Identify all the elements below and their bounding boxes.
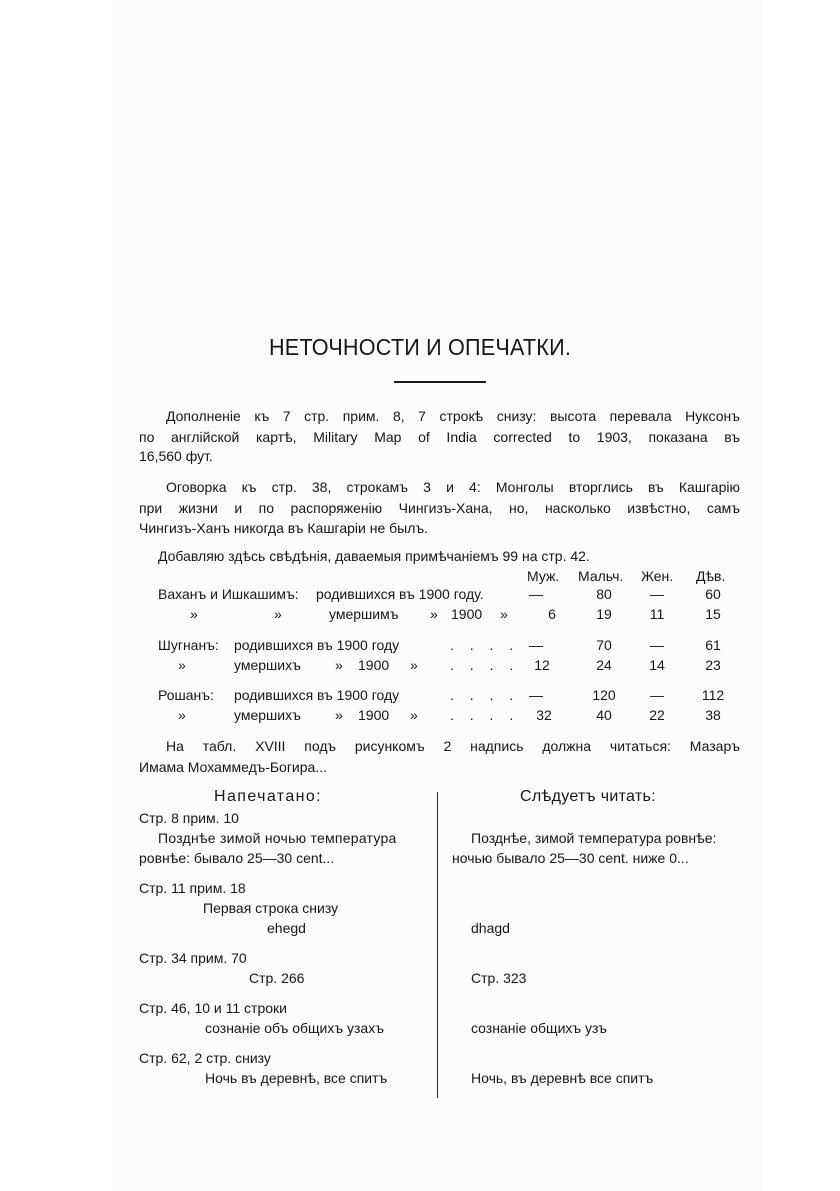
correct-text: Ночь, въ деревнѣ все спитъ <box>471 1070 654 1086</box>
paragraph-line: Чингизъ-Ханъ никогда въ Кашгаріи не былъ. <box>139 520 429 536</box>
ditto-mark: » <box>335 707 343 723</box>
value-cell: — <box>529 637 543 653</box>
printed-column-header: Напечатано: <box>214 788 322 805</box>
dot-leader: . . . . <box>450 687 520 703</box>
printed-text: Стр. 266 <box>249 970 305 986</box>
region-label: Шугнанъ: <box>158 637 219 653</box>
plate-caption-paragraph <box>139 736 740 777</box>
value-cell: 6 <box>548 606 556 622</box>
ditto-mark: » <box>178 707 186 723</box>
born-label: родившихся въ 1900 году <box>234 687 400 703</box>
errata-page-ref: Стр. 46, 10 и 11 строки <box>139 1000 287 1016</box>
died-label: умершихъ <box>234 707 301 723</box>
value-cell: 15 <box>705 606 721 622</box>
title-rule <box>394 381 486 383</box>
value-cell: 80 <box>596 586 612 602</box>
paragraph-line: при жизни и по распоряженію Чингизъ-Хана, но, насколько извѣстно, самъ <box>139 500 740 516</box>
errata-page-ref: Стр. 8 прим. 10 <box>139 810 239 826</box>
page-title: НЕТОЧНОСТИ И ОПЕЧАТКИ. <box>268 334 572 360</box>
value-cell: 70 <box>596 637 612 653</box>
value-cell: — <box>650 687 664 703</box>
printed-text: ehegd <box>267 920 306 936</box>
reservation-paragraph <box>139 477 740 538</box>
value-cell: 19 <box>596 606 612 622</box>
value-cell: 40 <box>596 707 612 723</box>
value-cell: 60 <box>705 586 721 602</box>
printed-text: сознаніе объ общихъ узахъ <box>205 1020 384 1036</box>
header-women: Жен. <box>641 568 674 584</box>
value-cell: — <box>650 586 664 602</box>
died-label: умершимъ <box>329 606 399 622</box>
ditto-mark: » <box>410 707 418 723</box>
correct-text: Стр. 323 <box>471 970 527 986</box>
printed-text: Ночь въ деревнѣ, все спитъ <box>205 1070 388 1086</box>
value-cell: — <box>650 637 664 653</box>
value-cell: 112 <box>701 687 725 703</box>
header-men: Муж. <box>527 568 560 584</box>
dot-leader: . . . . <box>450 637 520 653</box>
value-cell: 14 <box>649 657 665 673</box>
value-cell: — <box>529 687 543 703</box>
value-cell: 120 <box>592 687 616 703</box>
value-cell: 23 <box>705 657 721 673</box>
printed-text: Первая строка снизу <box>203 900 339 916</box>
paragraph-line: 16,560 фут. <box>139 448 213 464</box>
value-cell: 24 <box>596 657 612 673</box>
ditto-mark: » <box>335 657 343 673</box>
ditto-mark: » <box>190 606 198 622</box>
errata-page-ref: Стр. 62, 2 стр. снизу <box>139 1050 271 1066</box>
correct-text: dhagd <box>471 920 510 936</box>
ditto-mark: » <box>178 657 186 673</box>
died-year: 1900 <box>358 707 390 723</box>
region-label: Ваханъ и Ишкашимъ: <box>158 586 299 602</box>
value-cell: 32 <box>536 707 552 723</box>
born-label: родившихся въ 1900 году. <box>316 586 484 602</box>
value-cell: 12 <box>534 657 550 673</box>
paragraph-line: Имама Мохаммедъ-Богира... <box>139 759 327 775</box>
ditto-mark: » <box>410 657 418 673</box>
died-label: умершихъ <box>234 657 301 673</box>
died-year: 1900 <box>451 606 483 622</box>
value-cell: 38 <box>705 707 721 723</box>
errata-page-ref: Стр. 34 прим. 70 <box>139 950 247 966</box>
paragraph-line: На табл. XVIII подъ рисункомъ 2 надпись должна читаться: Мазаръ <box>166 738 740 754</box>
died-year: 1900 <box>358 657 390 673</box>
paragraph-line: Оговорка къ стр. 38, строкамъ 3 и 4: Монголы вторглись въ Кашгарію <box>166 479 740 495</box>
value-cell: 22 <box>649 707 665 723</box>
region-label: Рошанъ: <box>158 687 214 703</box>
dot-leader: . . . . <box>450 707 520 723</box>
errata-page-ref: Стр. 11 прим. 18 <box>139 880 246 896</box>
paragraph-line: по англійской картѣ, Military Map of India corrected to 1903, показана въ <box>139 429 740 445</box>
value-cell: 11 <box>649 606 665 622</box>
correct-text: сознаніе общихъ узъ <box>471 1020 607 1036</box>
value-cell: — <box>529 586 543 602</box>
column-divider <box>437 792 438 1098</box>
dot-leader: . . . . <box>450 657 520 673</box>
ditto-mark: » <box>500 606 508 622</box>
born-label: родившихся въ 1900 году <box>234 637 400 653</box>
value-cell: 61 <box>705 637 721 653</box>
header-boys: Мальч. <box>578 568 624 584</box>
correct-text: Позднѣе, зимой температура ровнѣе: <box>471 830 717 846</box>
correct-text: ночью бывало 25—30 cent. ниже 0... <box>452 850 689 866</box>
read-column-header: Слѣдуетъ читать: <box>520 788 656 805</box>
population-intro: Добавляю здѣсь свѣдѣнія, даваемыя примѣчаніемъ 99 на стр. 42. <box>158 548 590 564</box>
printed-text: Позднѣе зимой ночью температура <box>158 830 397 846</box>
ditto-mark: » <box>430 606 438 622</box>
header-girls: Дѣв. <box>696 568 726 584</box>
printed-text: ровнѣе: бывало 25—30 cent... <box>139 850 335 866</box>
ditto-mark: » <box>274 606 282 622</box>
paragraph-line: Дополненіе къ 7 стр. прим. 8, 7 строкѣ снизу: высота перевала Нуксонъ <box>166 408 740 424</box>
addendum-paragraph <box>139 406 740 466</box>
